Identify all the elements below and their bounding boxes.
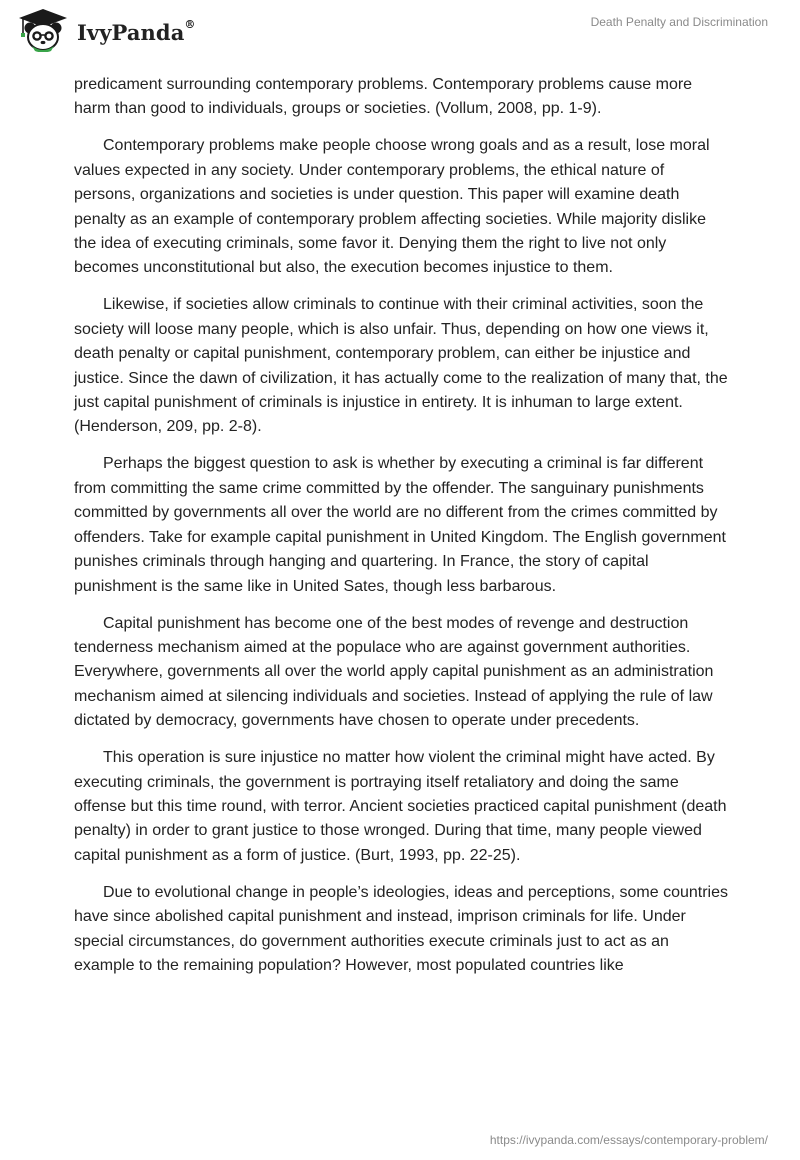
paragraph: Capital punishment has become one of the best modes of revenge and destruction tenderness mechanism aimed at the populace who are against government authorities. Everywhere, governments all over the world apply capital punishment as an administration mechanism aimed at silencing individuals and societies. Instead of applying the rule of law dictated by democracy, governments have chosen to operate under precedents. <box>74 614 714 730</box>
essay-body <box>74 73 730 991</box>
paragraph: predicament surrounding contemporary problems. Contemporary problems cause more harm than good to individuals, groups or societies. (Vollum, 2008, pp. 1-9). <box>74 76 693 118</box>
paragraph: This operation is sure injustice no matter how violent the criminal might have acted. By executing criminals, the government is portraying itself retaliatory and doing the same offense but this time round, with terror. Ancient societies practiced capital punishment (death penalty) in order to grant justice to those wronged. During that time, many people viewed capital punishment as a form of justice. (Burt, 1993, pp. 22-25). <box>74 749 727 864</box>
source-url-link[interactable]: https://ivypanda.com/essays/contemporary-problem/ <box>489 1133 768 1147</box>
paragraph: Perhaps the biggest question to ask is whether by executing a criminal is far different from committing the same crime committed by the offender. The sanguinary punishments committed by governments all over the world are no different from the crimes committed by offenders. Take for example capital punishment in United Kingdom. The English government punishes criminals through hanging and quartering. In France, the story of capital punishment is the same like in United Sates, though less barbarous. <box>74 455 726 595</box>
document-title: Death Penalty and Discrimination <box>590 15 768 29</box>
brand-logo[interactable] <box>15 8 196 52</box>
paragraph: Due to evolutional change in people’s ideologies, ideas and perceptions, some countries have since abolished capital punishment and instead, imprison criminals for life. Under special circumstances, do government authorities execute criminals just to act as an example to the remaining population? However, most populated countries like <box>74 883 729 974</box>
panda-mascot-icon <box>15 8 71 52</box>
brand-name: IvyPanda® <box>77 17 196 45</box>
paragraph: Contemporary problems make people choose wrong goals and as a result, lose moral values expected in any society. Under contemporary problems, the ethical nature of persons, organizations and societies is under question. This paper will examine death penalty as an example of contemporary problem affecting societies. While majority dislike the idea of executing criminals, some favor it. Denying them the right to live not only becomes unconstitutional but also, the execution becomes injustice to them. <box>74 137 710 277</box>
page-header <box>0 0 800 70</box>
paragraph: Likewise, if societies allow criminals to continue with their criminal activities, soon the society will loose many people, which is also unfair. Thus, depending on how one views it, death penalty or capital punishment, contemporary problem, can either be injustice and justice. Since the dawn of civilization, it has actually come to the realization of many that, the just capital punishment of criminals is injustice in entirety. It is inhuman to large extent. (Henderson, 209, pp. 2-8). <box>74 296 728 436</box>
